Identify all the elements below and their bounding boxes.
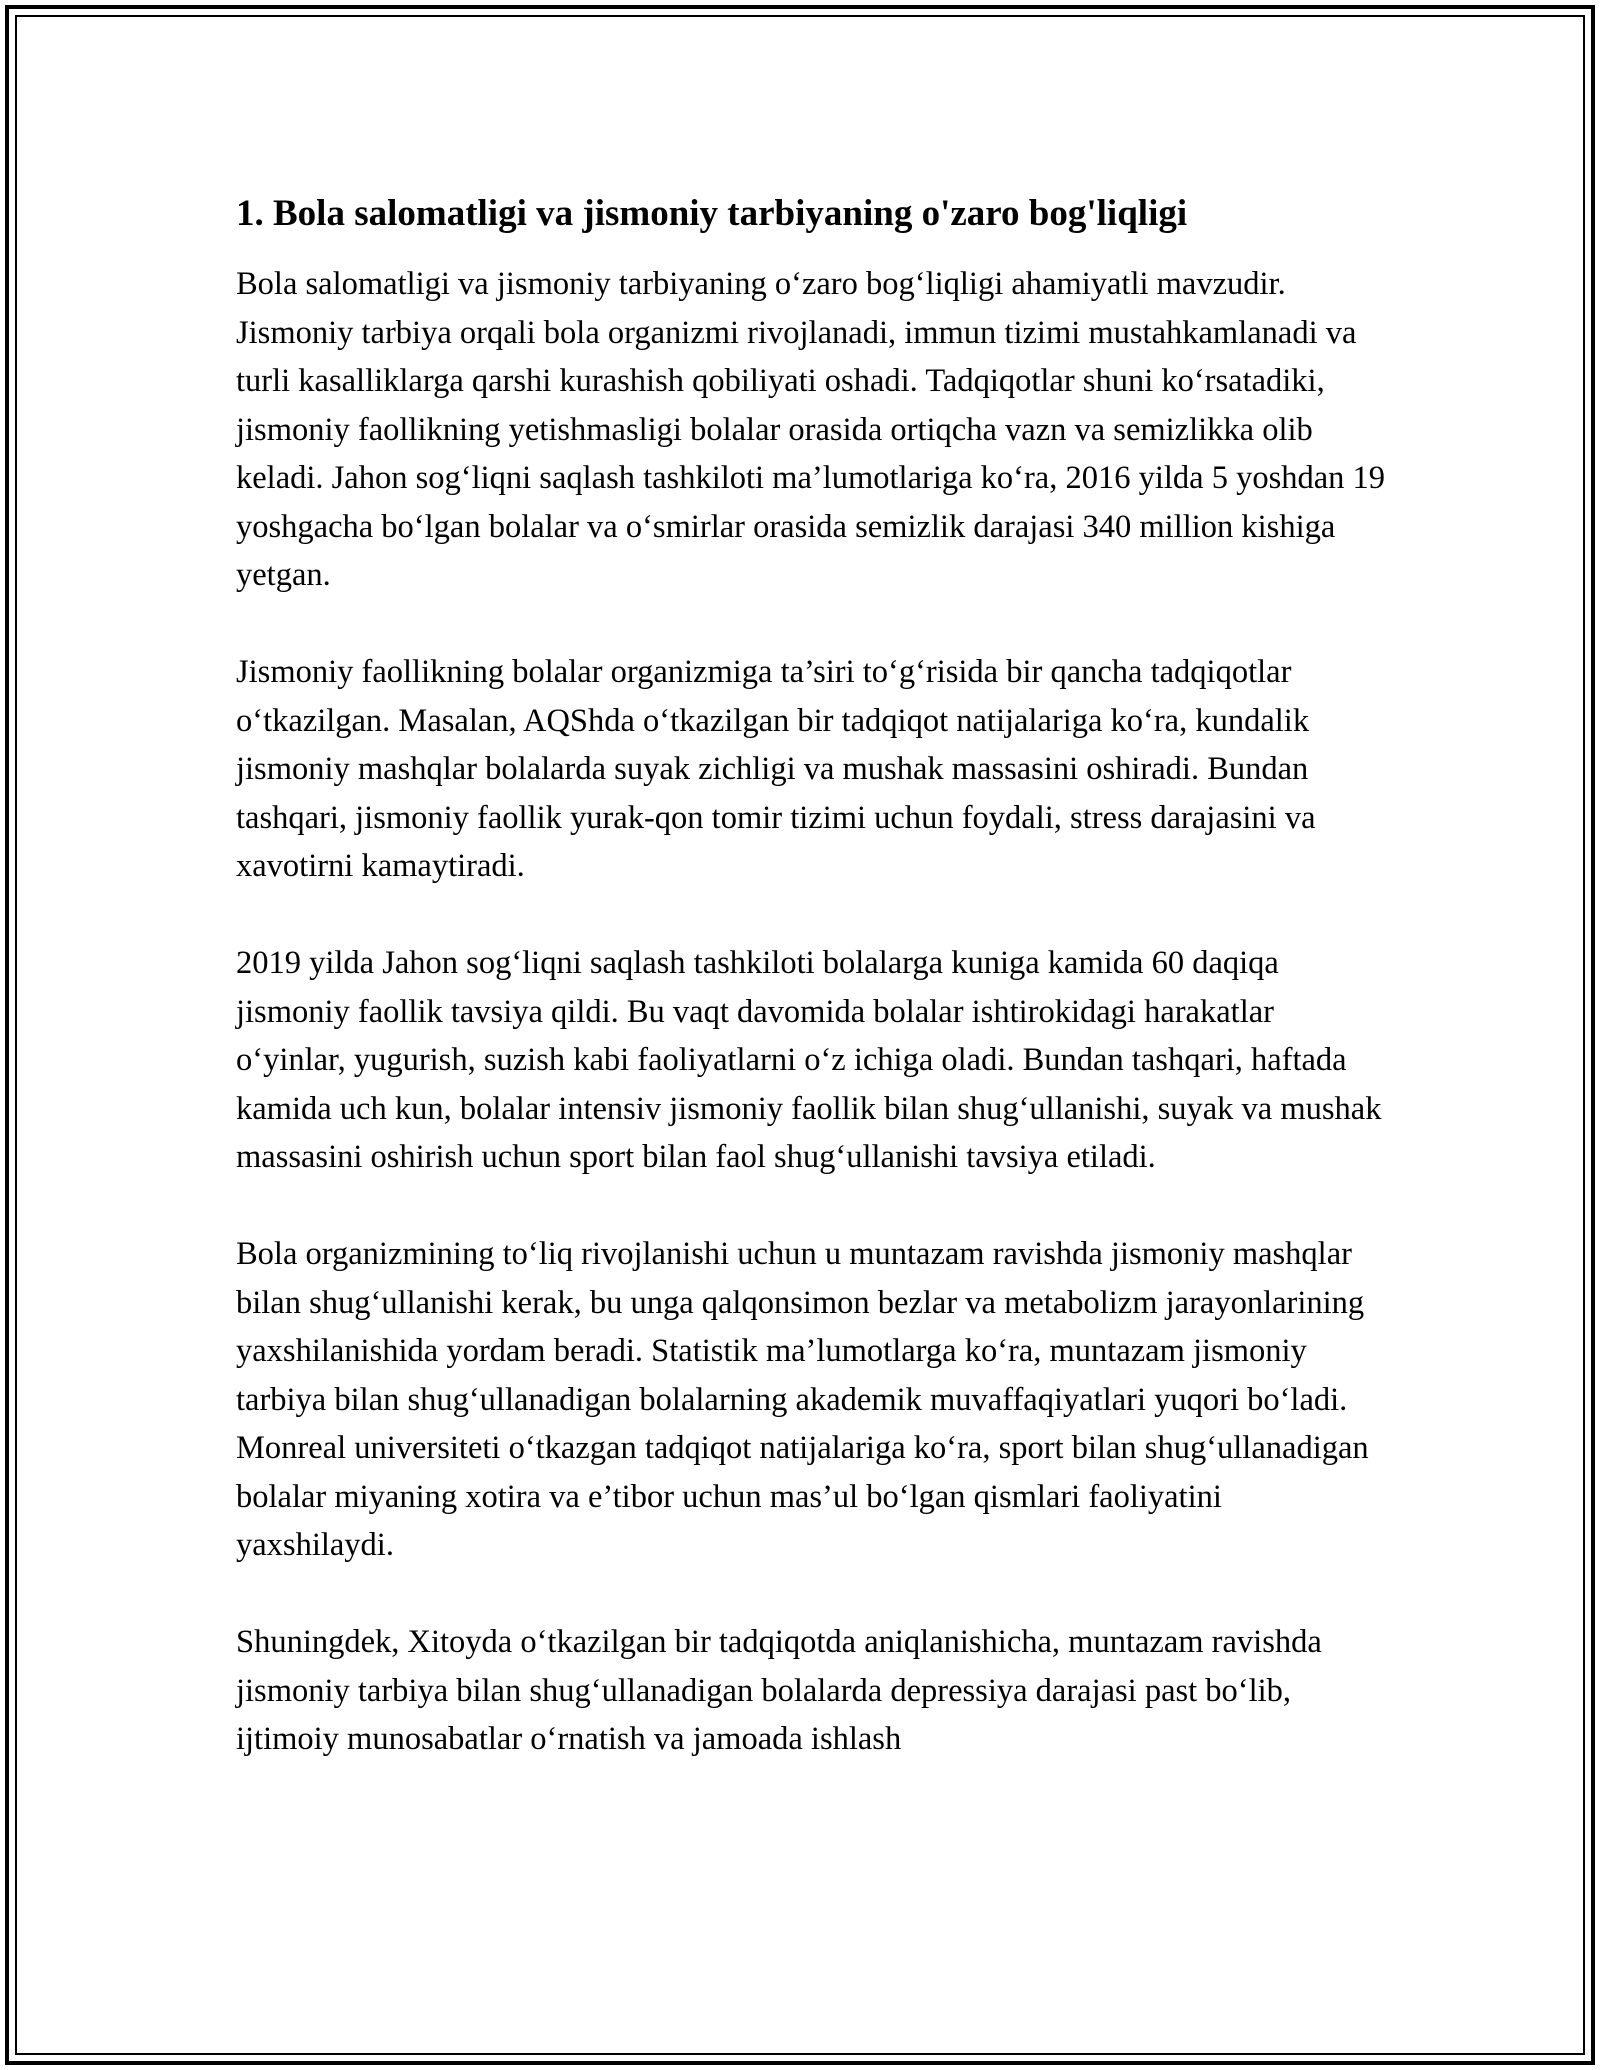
paragraph-4: Bola organizmining to‘liq rivojlanishi uchun u muntazam ravishda jismoniy mashqlar bilan shug‘ullanishi kerak, bu unga qalqonsimon bezlar va metabolizm jarayonlarining yaxshilanishida yordam beradi. Statistik ma’lumotlarga ko‘ra, muntazam jismoniy tarbiya bilan shug‘ullanadigan bolalarning akademik muvaffaqiyatlari yuqori bo‘ladi. Monreal universiteti o‘tkazgan tadqiqot natijalariga ko‘ra, sport bilan shug‘ullanadigan bolalar miyaning xotira va e’tibor uchun mas’ul bo‘lgan qismlari faoliyatini yaxshilaydi.	[236, 1236, 1369, 1563]
paragraph-1: Bola salomatligi va jismoniy tarbiyaning o‘zaro bog‘liqligi ahamiyatli mavzudir. Jismoniy tarbiya orqali bola organizmi rivojlanadi, immun tizimi mustahkamlanadi va turli kasalliklarga qarshi kurashish qobiliyati oshadi. Tadqiqotlar shuni ko‘rsatadiki, jismoniy faollikning yetishmasligi bolalar orasida ortiqcha vazn va semizlikka olib keladi. Jahon sog‘liqni saqlash tashkiloti ma’lumotlariga ko‘ra, 2016 yilda 5 yoshdan 19 yoshgacha bo‘lgan bolalar va o‘smirlar orasida semizlik darajasi 340 million kishiga yetgan.	[236, 266, 1386, 593]
section-heading: 1. Bola salomatligi va jismoniy tarbiyaning o'zaro bog'liqligi	[236, 193, 1188, 234]
paragraph-5: Shuningdek, Xitoyda o‘tkazilgan bir tadqiqotda aniqlanishicha, muntazam ravishda jismoniy tarbiya bilan shug‘ullanadigan bolalarda depressiya darajasi past bo‘lib, ijtimoiy munosabatlar o‘rnatish va jamoada ishlash	[236, 1624, 1322, 1757]
paragraph-3: 2019 yilda Jahon sog‘liqni saqlash tashkiloti bolalarga kuniga kamida 60 daqiqa jismoniy faollik tavsiya qildi. Bu vaqt davomida bolalar ishtirokidagi harakatlar o‘yinlar, yugurish, suzish kabi faoliyatlarni o‘z ichiga oladi. Bundan tashqari, haftada kamida uch kun, bolalar intensiv jismoniy faollik bilan shug‘ullanishi, suyak va mushak massasini oshirish uchun sport bilan faol shug‘ullanishi tavsiya etiladi.	[236, 945, 1382, 1175]
paragraph-2: Jismoniy faollikning bolalar organizmiga ta’siri to‘g‘risida bir qancha tadqiqotlar o‘tkazilgan. Masalan, AQShda o‘tkazilgan bir tadqiqot natijalariga ko‘ra, kundalik jismoniy mashqlar bolalarda suyak zichligi va mushak massasini oshiradi. Bundan tashqari, jismoniy faollik yurak-qon tomir tizimi uchun foydali, stress darajasini va xavotirni kamaytiradi.	[236, 654, 1316, 884]
document-body	[236, 184, 1386, 1812]
